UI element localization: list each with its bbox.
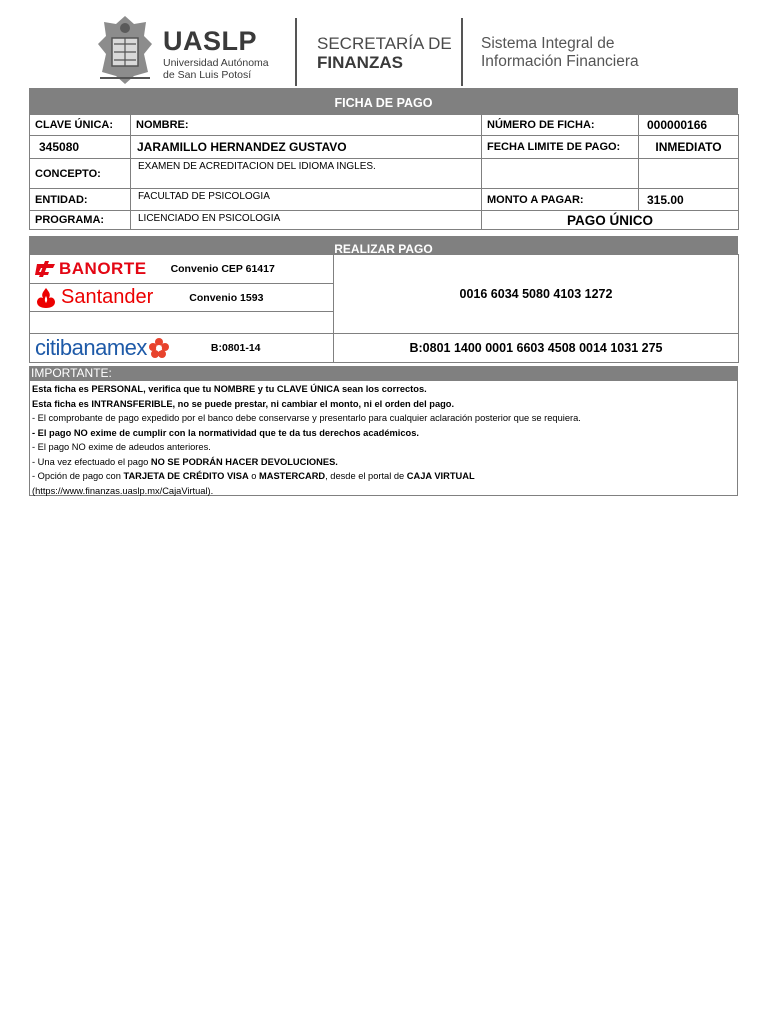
note-text: , desde el portal de [325, 471, 407, 481]
header-divider [295, 18, 297, 86]
numero-ficha-value: 000000166 [639, 115, 739, 136]
note-emphasis: NO SE PODRÁN HACER DEVOLUCIONES. [150, 456, 338, 467]
bank-table [29, 254, 739, 363]
note-line: - El comprobante de pago expedido por el banco debe conservarse y presentarlo para cualquier aclaración posterior que se requiera. [32, 413, 581, 423]
note-line: Esta ficha es INTRANSFERIBLE, no se puede prestar, ni cambiar el monto, ni el orden del pago. [32, 398, 455, 409]
clave-value: 345080 [30, 136, 131, 159]
banorte-convenio: Convenio CEP 61417 [170, 263, 275, 275]
realizar-pago-bar: REALIZAR PAGO [29, 236, 738, 254]
empty-cell [30, 312, 334, 334]
numero-ficha-label: NÚMERO DE FICHA: [482, 115, 639, 136]
citibanamex-row [30, 334, 334, 363]
citi-name-a: citi [35, 335, 60, 360]
entidad-label: ENTIDAD: [30, 189, 131, 211]
entidad-value: FACULTAD DE PSICOLOGIA [131, 189, 482, 211]
bank-reference: 0016 6034 5080 4103 1272 [334, 255, 739, 334]
note-line [32, 455, 737, 470]
banamex-flower-icon [149, 338, 169, 358]
concepto-label: CONCEPTO: [30, 159, 131, 189]
programa-label: PROGRAMA: [30, 211, 131, 230]
pago-unico-label: PAGO ÚNICO [482, 211, 739, 230]
monto-label: MONTO A PAGAR: [482, 189, 639, 211]
empty-cell [482, 159, 639, 189]
secretaria-line2: FINANZAS [317, 53, 403, 72]
monto-value: 315.00 [639, 189, 739, 211]
uaslp-subtitle-line2: de San Luis Potosí [163, 69, 252, 81]
secretaria-label [317, 34, 452, 72]
banorte-name: BANORTE [59, 259, 147, 278]
sistema-label [481, 35, 639, 71]
empty-cell [639, 159, 739, 189]
clave-label: CLAVE ÚNICA: [30, 115, 131, 136]
santander-flame-icon [35, 288, 57, 308]
note-text: - Una vez efectuado el pago [32, 456, 151, 467]
note-text: - Opción de pago con [32, 471, 124, 481]
note-line [32, 469, 737, 484]
programa-value: LICENCIADO EN PSICOLOGIA [131, 211, 482, 230]
uaslp-shield-logo [94, 14, 156, 86]
note-text: o [248, 471, 260, 481]
citi-name-b: banamex [59, 335, 147, 360]
importante-notes [29, 381, 738, 496]
santander-name: Santander [61, 286, 154, 308]
sistema-line1: Sistema Integral de [481, 35, 615, 52]
note-emphasis: MASTERCARD [259, 471, 326, 481]
citi-reference: B:0801 1400 0001 6603 4508 0014 1031 275 [334, 334, 739, 363]
note-line: - El pago NO exime de cumplir con la normatividad que te da tus derechos académicos. [32, 427, 419, 438]
sistema-line2: Información Financiera [481, 53, 639, 70]
uaslp-title: UASLP [163, 26, 258, 56]
santander-convenio: Convenio 1593 [189, 291, 264, 304]
uaslp-subtitle-line1: Universidad Autónoma [163, 57, 269, 69]
nombre-value: JARAMILLO HERNANDEZ GUSTAVO [131, 136, 482, 159]
banorte-icon [35, 261, 57, 277]
note-line: - El pago NO exime de adeudos anteriores. [32, 442, 211, 452]
citi-convenio: B:0801-14 [210, 342, 261, 354]
nombre-label: NOMBRE: [131, 115, 482, 136]
note-emphasis: TARJETA DE CRÉDITO VISA [123, 471, 249, 481]
fecha-limite-value: INMEDIATO [639, 136, 739, 159]
page-header [88, 14, 648, 88]
banorte-row [30, 255, 334, 284]
santander-row [30, 284, 334, 312]
fecha-limite-label: FECHA LIMITE DE PAGO: [482, 136, 639, 159]
ficha-title-bar: FICHA DE PAGO [29, 88, 738, 114]
concepto-value: EXAMEN DE ACREDITACION DEL IDIOMA INGLES. [131, 159, 482, 189]
secretaria-line1: SECRETARÍA DE [317, 34, 452, 53]
importante-bar: IMPORTANTE: [29, 366, 738, 381]
ficha-table [29, 114, 739, 230]
note-emphasis: CAJA VIRTUAL [406, 471, 475, 481]
uaslp-subtitle [163, 57, 269, 81]
header-divider [461, 18, 463, 86]
note-line: (https://www.finanzas.uaslp.mx/CajaVirtual). [32, 485, 214, 496]
note-line: Esta ficha es PERSONAL, verifica que tu NOMBRE y tu CLAVE ÚNICA sean los correctos. [32, 384, 427, 394]
